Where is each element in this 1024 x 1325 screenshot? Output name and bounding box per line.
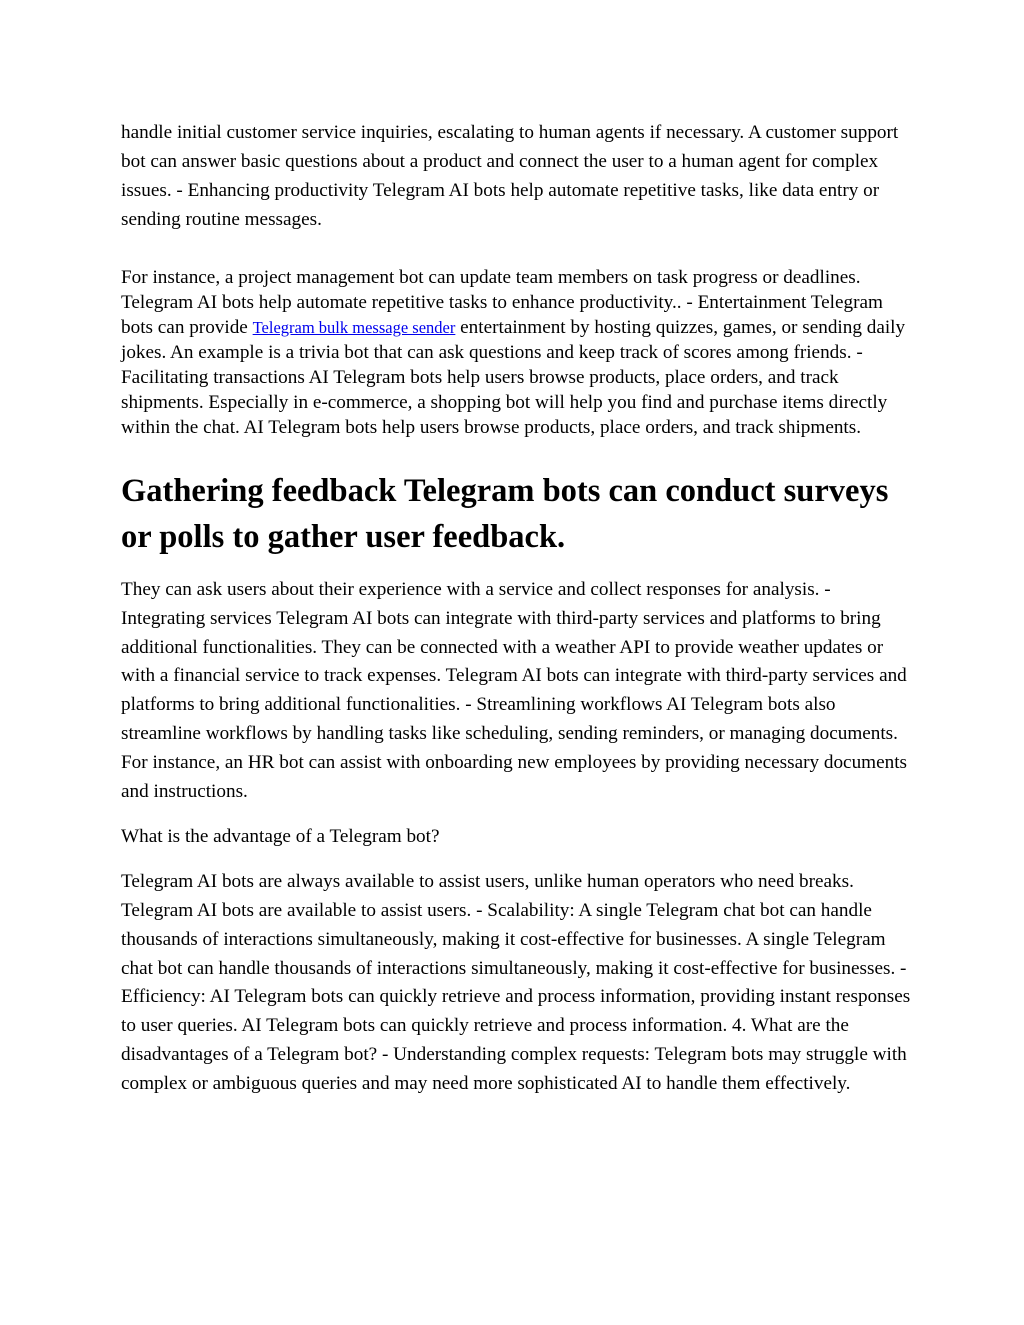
paragraph-integrating-services: They can ask users about their experience with a service and collect responses for analysis. - Integrating services Telegram AI bots can integrate with third-party services and platforms to bring additional functionalities. They can be connected with a weather API to provide weather updates or with a financial service to track expenses. Telegram AI bots can integrate with third-party services and platforms to bring additional functionalities. - Streamlining workflows AI Telegram bots also streamline workflows by handling tasks like scheduling, sending reminders, or managing documents. For instance, an HR bot can assist with onboarding new employees by providing necessary documents and instructions. <box>121 579 907 802</box>
section-heading-gathering-feedback: Gathering feedback Telegram bots can conduct surveys or polls to gather user feedback. <box>121 473 889 555</box>
paragraph-project-management-text-before: For instance, a project management bot can update team members on task progress or deadlines. Telegram AI bots help automate repetitive tasks to enhance productivity.. - Entertainment Telegram bots can provide <box>121 267 883 338</box>
paragraph-project-management <box>121 265 911 440</box>
paragraph-advantage-question: What is the advantage of a Telegram bot? <box>121 826 440 848</box>
telegram-bulk-message-sender-link[interactable]: Telegram bulk message sender <box>252 318 456 337</box>
paragraph-advantages-disadvantages: Telegram AI bots are always available to assist users, unlike human operators who need breaks. Telegram AI bots are available to assist users. - Scalability: A single Telegram chat bot can handle thousands of interactions simultaneously, making it cost-effective for businesses. A single Telegram chat bot can handle thousands of interactions simultaneously, making it cost-effective for businesses. - Efficiency: AI Telegram bots can quickly retrieve and process information, providing instant responses to user queries. AI Telegram bots can quickly retrieve and process information. 4. What are the disadvantages of a Telegram bot? - Understanding complex requests: Telegram bots may struggle with complex or ambiguous queries and may need more sophisticated AI to handle them effectively. <box>121 871 911 1094</box>
document-page <box>121 118 911 1099</box>
paragraph-project-management-text-after: entertainment by hosting quizzes, games, or sending daily jokes. An example is a trivia bot that can ask questions and keep track of scores among friends. - Facilitating transactions AI Telegram bots help users browse products, place orders, and track shipments. Especially in e-commerce, a shopping bot will help you find and purchase items directly within the chat. AI Telegram bots help users browse products, place orders, and track shipments. <box>121 317 906 438</box>
paragraph-customer-service: handle initial customer service inquiries, escalating to human agents if necessary. A customer support bot can answer basic questions about a product and connect the user to a human agent for complex issues. - Enhancing productivity Telegram AI bots help automate repetitive tasks, like data entry or sending routine messages. <box>121 122 899 230</box>
